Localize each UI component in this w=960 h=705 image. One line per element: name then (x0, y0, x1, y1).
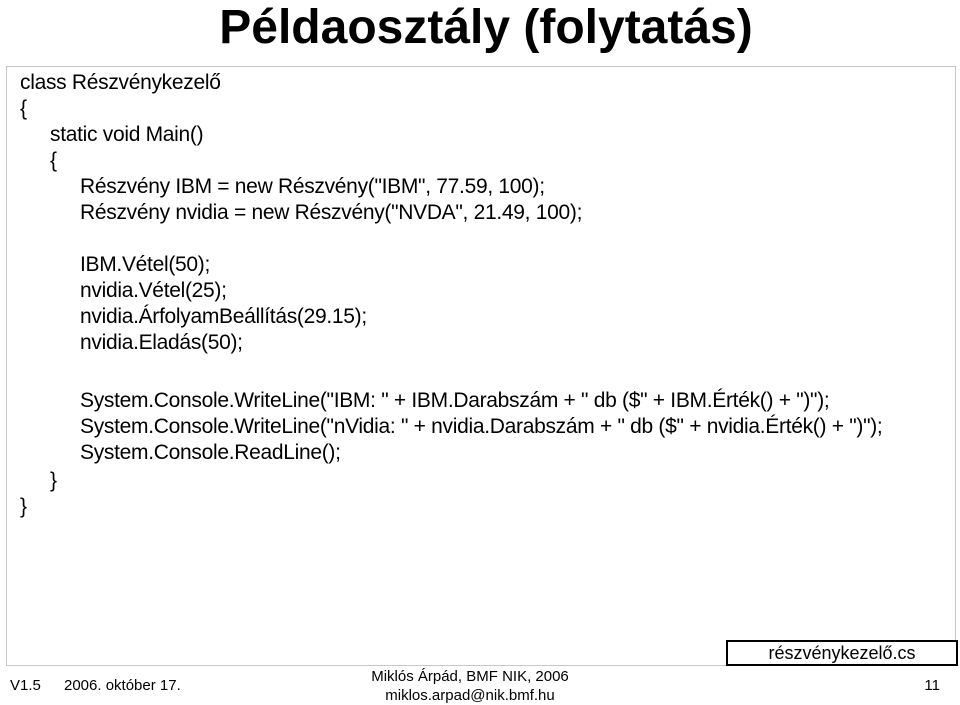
footer-version: V1.5 (10, 677, 41, 694)
code-line: Részvény nvidia = new Részvény("NVDA", 21.49, 100); (80, 201, 583, 224)
code-line: nvidia.Eladás(50); (80, 331, 243, 354)
code-frame (6, 66, 956, 666)
code-line: class Részvénykezelő (20, 71, 221, 94)
code-line: nvidia.ÁrfolyamBeállítás(29.15); (80, 305, 367, 328)
footer-author (350, 667, 590, 705)
code-line: System.Console.ReadLine(); (80, 441, 341, 464)
code-line: } (50, 469, 57, 492)
code-line: IBM.Vétel(50); (80, 253, 211, 276)
code-line: } (20, 495, 27, 518)
code-line: System.Console.WriteLine("IBM: " + IBM.Darabszám + " db ($" + IBM.Érték() + ")"); (80, 389, 830, 412)
filename-label: részvénykezelő.cs (726, 640, 958, 666)
code-line: { (50, 149, 57, 172)
page-number: 11 (924, 677, 940, 694)
footer-author-email: miklos.arpad@nik.bmf.hu (385, 687, 555, 704)
code-line: Részvény IBM = new Részvény("IBM", 77.59, 100); (80, 175, 545, 198)
code-line: { (20, 97, 27, 120)
footer-date: 2006. október 17. (64, 677, 181, 694)
slide-title: Példaosztály (folytatás) (219, 1, 753, 54)
code-line: System.Console.WriteLine("nVidia: " + nvidia.Darabszám + " db ($" + nvidia.Érték() + ")"); (80, 415, 883, 438)
code-line: static void Main() (50, 123, 204, 146)
code-line: nvidia.Vétel(25); (80, 279, 227, 302)
footer-author-name: Miklós Árpád, BMF NIK, 2006 (371, 668, 569, 685)
